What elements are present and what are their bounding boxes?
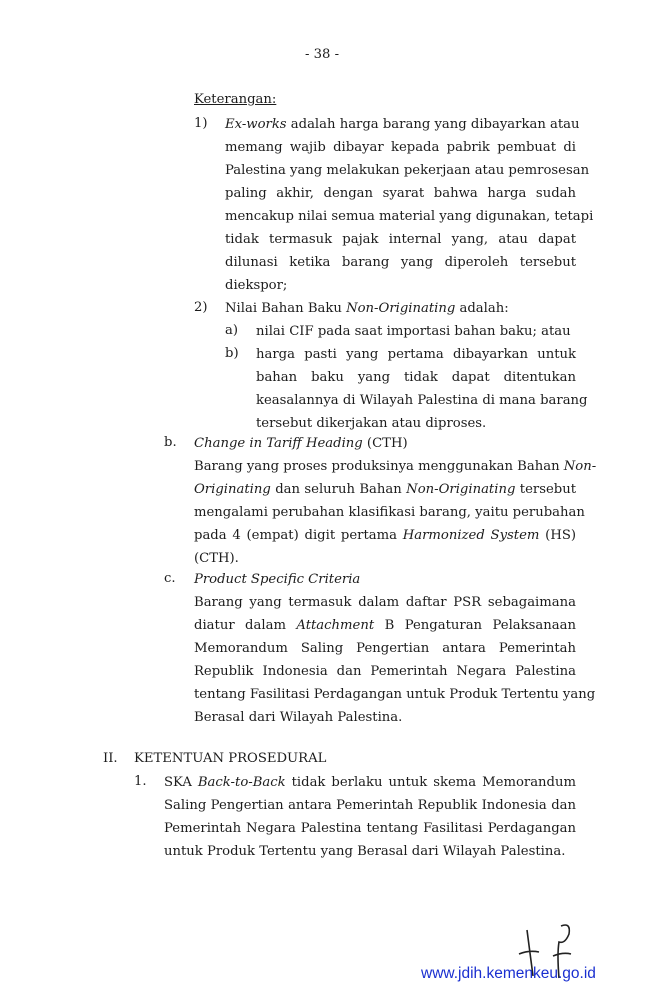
section-c-title: Product Specific Criteria <box>194 572 361 587</box>
sub-b-line: tersebut dikerjakan atau diproses. <box>256 416 487 431</box>
section-ii-title: KETENTUAN PROSEDURAL <box>134 751 327 766</box>
section-c-line: tentang Fasilitasi Perdagangan untuk Produk Tertentu yang <box>194 687 596 702</box>
sub-b-line: bahan baku yang tidak dapat ditentukan <box>256 370 576 385</box>
section-c-label: c. <box>164 571 176 586</box>
footer-url[interactable]: www.jdih.kemenkeu.go.id <box>421 965 596 982</box>
section-b-line: pada 4 (empat) digit pertama Harmonized System (HS) <box>194 528 576 543</box>
section-b-label: b. <box>164 435 177 450</box>
section-ii-item-1-line: Saling Pengertian antara Pemerintah Republik Indonesia dan <box>164 798 576 813</box>
page-number: - 38 - <box>305 47 340 62</box>
section-ii-item-1-line: Pemerintah Negara Palestina tentang Fasilitasi Perdagangan <box>164 821 576 836</box>
section-c-line: Memorandum Saling Pengertian antara Pemerintah <box>194 641 576 656</box>
section-b-title: Change in Tariff Heading (CTH) <box>194 436 408 451</box>
keterangan-heading: Keterangan: <box>194 92 277 107</box>
section-c-line: Berasal dari Wilayah Palestina. <box>194 710 403 725</box>
section-c-line: Republik Indonesia dan Pemerintah Negara Palestina <box>194 664 576 679</box>
section-ii-item-1-number: 1. <box>134 774 147 789</box>
section-c-line: Barang yang termasuk dalam daftar PSR sebagaimana <box>194 595 576 610</box>
sub-a-label: a) <box>225 323 239 338</box>
item-1-line: dilunasi ketika barang yang diperoleh tersebut <box>225 255 576 270</box>
section-c-line: diatur dalam Attachment B Pengaturan Pelaksanaan <box>194 618 576 633</box>
section-b-line: (CTH). <box>194 551 239 566</box>
item-1-line: memang wajib dibayar kepada pabrik pembuat di <box>225 140 576 155</box>
item-1-line: paling akhir, dengan syarat bahwa harga sudah <box>225 186 576 201</box>
sub-b-line: keasalannya di Wilayah Palestina di mana barang <box>256 393 588 408</box>
item-1-line: mencakup nilai semua material yang digunakan, tetapi <box>225 209 594 224</box>
item-1-number: 1) <box>194 116 208 131</box>
item-2-number: 2) <box>194 300 208 315</box>
item-1-line: Palestina yang melakukan pekerjaan atau pemrosesan <box>225 163 590 178</box>
section-ii-label: II. <box>103 751 118 766</box>
section-b-line: Barang yang proses produksinya menggunakan Bahan Non- <box>194 459 597 474</box>
sub-b-label: b) <box>225 346 239 361</box>
item-1-line: tidak termasuk pajak internal yang, atau dapat <box>225 232 576 247</box>
sub-a-text: nilai CIF pada saat importasi bahan baku; atau <box>256 324 571 339</box>
section-b-line: mengalami perubahan klasifikasi barang, yaitu perubahan <box>194 505 585 520</box>
section-b-line: Originating dan seluruh Bahan Non-Originating tersebut <box>194 482 576 497</box>
item-2-text: Nilai Bahan Baku Non-Originating adalah: <box>225 301 509 316</box>
item-1-line: Ex-works adalah harga barang yang dibayarkan atau <box>225 117 580 132</box>
section-ii-item-1-line: untuk Produk Tertentu yang Berasal dari Wilayah Palestina. <box>164 844 566 859</box>
sub-b-line: harga pasti yang pertama dibayarkan untuk <box>256 347 576 362</box>
item-1-line: diekspor; <box>225 278 288 293</box>
section-ii-item-1-line: SKA Back-to-Back tidak berlaku untuk skema Memorandum <box>164 775 576 790</box>
